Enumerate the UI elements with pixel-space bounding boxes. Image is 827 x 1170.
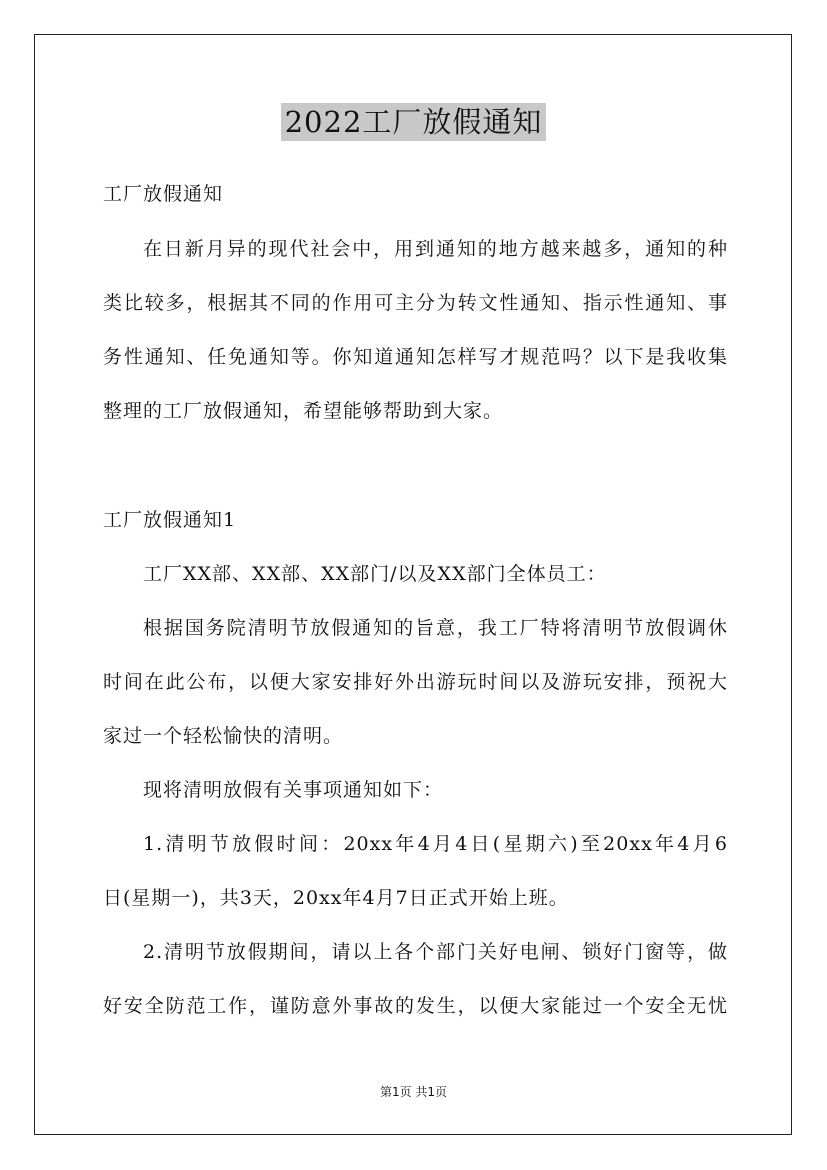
paragraph-line: 务性通知、任免通知等。你知道通知怎样写才规范吗？以下是我收集 bbox=[103, 346, 728, 368]
paragraph-line: 根据国务院清明节放假通知的旨意，我工厂特将清明节放假调休 bbox=[143, 617, 728, 639]
document-title: 2022工厂放假通知 bbox=[281, 103, 547, 141]
paragraph-line: 好安全防范工作，谨防意外事故的发生，以便大家能过一个安全无忧 bbox=[103, 995, 728, 1017]
paragraph-line: 在日新月异的现代社会中，用到通知的地方越来越多，通知的种 bbox=[143, 238, 728, 260]
paragraph-line: 工厂XX部、XX部、XX部门/以及XX部门全体员工： bbox=[143, 563, 607, 585]
paragraph-line: 整理的工厂放假通知，希望能够帮助到大家。 bbox=[103, 400, 504, 422]
page-footer: 第1页 共1页 bbox=[379, 1085, 448, 1099]
paragraph-line: 时间在此公布，以便大家安排好外出游玩时间以及游玩安排，预祝大 bbox=[103, 671, 728, 693]
paragraph-line: 1.清明节放假时间：20xx年4月4日(星期六)至20xx年4月6 bbox=[143, 833, 728, 855]
document-title-wrapper bbox=[0, 100, 827, 141]
section-heading: 工厂放假通知 bbox=[103, 183, 224, 205]
paragraph-line: 家过一个轻松愉快的清明。 bbox=[103, 725, 344, 747]
paragraph-line: 现将清明放假有关事项通知如下： bbox=[143, 779, 444, 801]
paragraph-line: 日(星期一)，共3天，20xx年4月7日正式开始上班。 bbox=[103, 887, 569, 909]
paragraph-line: 类比较多，根据其不同的作用可主分为转文性通知、指示性通知、事 bbox=[103, 292, 728, 314]
paragraph-line: 2.清明节放假期间，请以上各个部门关好电闸、锁好门窗等，做 bbox=[143, 941, 728, 963]
section-heading: 工厂放假通知1 bbox=[103, 509, 237, 531]
